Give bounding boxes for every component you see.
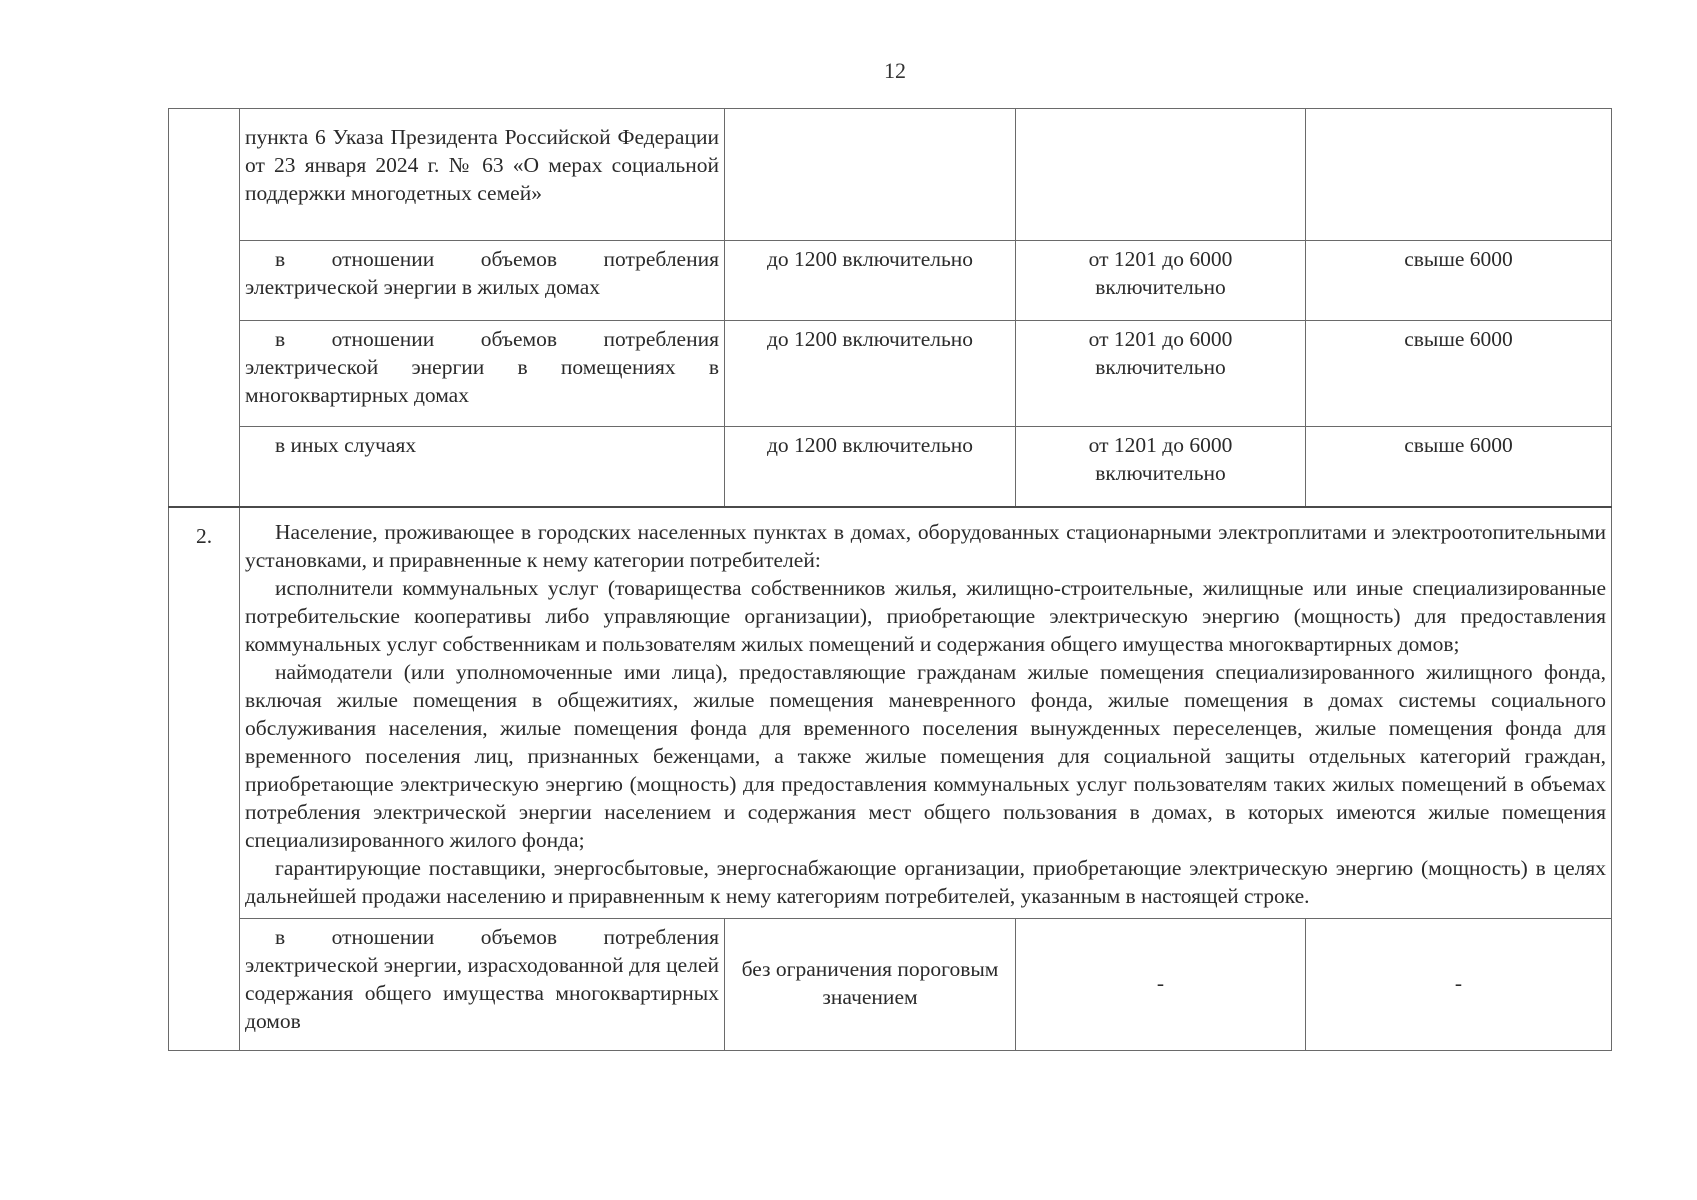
row-description: пункта 6 Указа Президента Российской Федерации от 23 января 2024 г. № 63 «О мерах социальной поддержки многодетных семей» (240, 109, 725, 241)
threshold-cell-2 (1016, 109, 1306, 241)
threshold-cell-1 (725, 109, 1016, 241)
threshold-cell-1: без ограничения пороговым значением (725, 918, 1016, 1050)
row-number-cell (169, 109, 240, 507)
paragraph: гарантирующие поставщики, энергосбытовые, энергоснабжающие организации, приобретающие электрическую энергию (мощность) в целях дальнейшей продажи населению и приравненным к нему категориям потребителей, указанным в настоящей строке. (245, 855, 1606, 908)
threshold-cell-1: до 1200 включительно (725, 427, 1016, 507)
table-row (169, 321, 1612, 427)
threshold-cell-3: свыше 6000 (1306, 241, 1612, 321)
tariff-table (168, 108, 1612, 1051)
threshold-cell-1: до 1200 включительно (725, 321, 1016, 427)
row-number-cell: 2. (169, 507, 240, 1051)
table-row (169, 918, 1612, 1050)
row-description: в отношении объемов потребления электрической энергии в помещениях в многоквартирных домах (240, 321, 725, 427)
table-row (169, 507, 1612, 919)
threshold-cell-3 (1306, 109, 1612, 241)
threshold-cell-2: от 1201 до 6000 включительно (1016, 241, 1306, 321)
table-row (169, 427, 1612, 507)
threshold-cell-1: до 1200 включительно (725, 241, 1016, 321)
threshold-cell-2: от 1201 до 6000 включительно (1016, 427, 1306, 507)
section-description (240, 507, 1612, 919)
threshold-cell-2: от 1201 до 6000 включительно (1016, 321, 1306, 427)
threshold-cell-2: - (1016, 918, 1306, 1050)
table-row (169, 241, 1612, 321)
table-row (169, 109, 1612, 241)
threshold-cell-3: свыше 6000 (1306, 427, 1612, 507)
paragraph: Население, проживающее в городских населенных пунктах в домах, оборудованных стационарными электроплитами и электроотопительными установками, и приравненные к нему категории потребителей: (245, 519, 1606, 572)
paragraph: исполнители коммунальных услуг (товарищества собственников жилья, жилищно-строительные, жилищные или иные специализированные потребительские кооперативы либо управляющие организации), приобретающие электрическую энергию (мощность) для предоставления коммунальных услуг собственникам и пользователям жилых помещений и содержания общего имущества многоквартирных домов; (245, 575, 1606, 656)
page-number: 12 (884, 58, 906, 83)
row-description: в отношении объемов потребления электрической энергии, израсходованной для целей содержания общего имущества многоквартирных домов (240, 918, 725, 1050)
row-description: в отношении объемов потребления электрической энергии в жилых домах (240, 241, 725, 321)
threshold-cell-3: свыше 6000 (1306, 321, 1612, 427)
paragraph: наймодатели (или уполномоченные ими лица), предоставляющие гражданам жилые помещения специализированного жилищного фонда, включая жилые помещения в общежитиях, жилые помещения маневренного фонда, жилые помещения в домах системы социального обслуживания населения, жилые помещения фонда для временного поселения вынужденных переселенцев, жилые помещения фонда для временного поселения лиц, признанных беженцами, а также жилые помещения для социальной защиты отдельных категорий граждан, приобретающие электрическую энергию (мощность) для предоставления коммунальных услуг пользователям таких жилых помещений в объемах потребления электрической энергии населением и содержания мест общего пользования в домах, в которых имеются жилые помещения специализированного жилого фонда; (245, 659, 1606, 852)
row-description: в иных случаях (240, 427, 725, 507)
threshold-cell-3: - (1306, 918, 1612, 1050)
